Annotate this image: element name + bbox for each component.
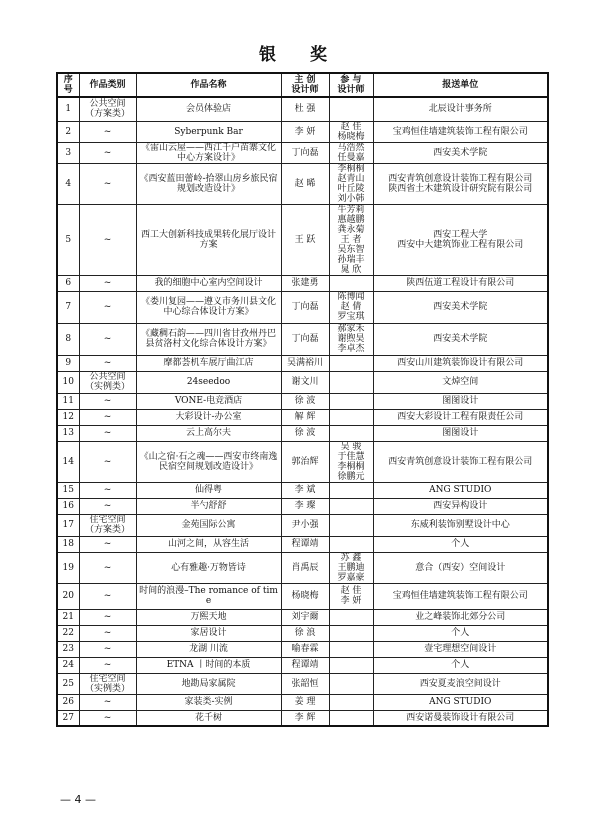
row-work: 《雷山云屋——西江千户苗寨文化中心方案设计》 (136, 142, 281, 163)
row-category: 住宅空间 （实例类） (79, 673, 136, 694)
row-participants: 郝家禾 谢煦昊 李卓杰 (329, 323, 373, 355)
table-row (57, 625, 548, 641)
row-category: ~ (79, 425, 136, 441)
row-no: 2 (57, 121, 79, 142)
page-footer: — 4 — (60, 793, 96, 806)
row-unit: 宝鸡恒佳墙建筑装饰工程有限公司 (373, 121, 548, 142)
row-unit: 西安山川建筑装饰设计有限公司 (373, 355, 548, 371)
row-lead: 王 跃 (281, 204, 329, 275)
row-work: 金苑国际公寓 (136, 514, 281, 536)
row-lead: 杨晓梅 (281, 583, 329, 609)
row-unit: 个人 (373, 657, 548, 673)
row-unit: 文焯空间 (373, 371, 548, 393)
row-category: ~ (79, 323, 136, 355)
row-unit: 西安异构设计 (373, 498, 548, 514)
row-category: ~ (79, 163, 136, 204)
table-row (57, 275, 548, 291)
row-participants (329, 409, 373, 425)
row-participants (329, 393, 373, 409)
header-participants: 参 与 设计师 (329, 73, 373, 97)
row-lead: 程谭靖 (281, 657, 329, 673)
row-lead: 丁向磊 (281, 323, 329, 355)
row-unit: ANG STUDIO (373, 482, 548, 498)
row-no: 15 (57, 482, 79, 498)
row-unit: 北辰设计事务所 (373, 97, 548, 121)
row-participants (329, 657, 373, 673)
row-participants (329, 425, 373, 441)
row-category: ~ (79, 609, 136, 625)
row-unit: 业之峰装饰北郊分公司 (373, 609, 548, 625)
row-lead: 张韶恒 (281, 673, 329, 694)
table-row (57, 425, 548, 441)
row-no: 26 (57, 694, 79, 710)
row-no: 27 (57, 710, 79, 726)
row-category: ~ (79, 498, 136, 514)
table-row (57, 673, 548, 694)
row-no: 18 (57, 536, 79, 552)
row-unit: 西安青筑创意设计装饰工程有限公司 (373, 441, 548, 482)
header-work: 作品名称 (136, 73, 281, 97)
table-row (57, 552, 548, 583)
row-category: ~ (79, 441, 136, 482)
row-category: ~ (79, 142, 136, 163)
row-lead: 喻春霖 (281, 641, 329, 657)
row-category: ~ (79, 583, 136, 609)
row-participants (329, 355, 373, 371)
row-unit: 图图设计 (373, 425, 548, 441)
row-no: 11 (57, 393, 79, 409)
row-no: 21 (57, 609, 79, 625)
row-no: 7 (57, 291, 79, 323)
row-category: ~ (79, 657, 136, 673)
row-work: 花千树 (136, 710, 281, 726)
row-participants: 牛芳莉 惠越鹏 龚永菊 王 者 吴东智 孙瑞丰 晁 欣 (329, 204, 373, 275)
row-work: 心有雅趣·万物皆诗 (136, 552, 281, 583)
row-unit: 西安美术学院 (373, 323, 548, 355)
row-participants (329, 498, 373, 514)
row-work: 摩都荟机车展厅曲江店 (136, 355, 281, 371)
row-participants: 马浩然 任曼嘉 (329, 142, 373, 163)
row-no: 24 (57, 657, 79, 673)
row-lead: 丁向磊 (281, 142, 329, 163)
row-no: 5 (57, 204, 79, 275)
row-no: 8 (57, 323, 79, 355)
row-work: 山河之间，从容生活 (136, 536, 281, 552)
row-participants (329, 710, 373, 726)
row-participants: 陈博闻 赵 倩 罗宝琪 (329, 291, 373, 323)
row-lead: 李 斌 (281, 482, 329, 498)
row-no: 12 (57, 409, 79, 425)
table-row (57, 514, 548, 536)
row-no: 17 (57, 514, 79, 536)
table-row (57, 163, 548, 204)
row-work: 家居设计 (136, 625, 281, 641)
row-category: ~ (79, 710, 136, 726)
table-row (57, 97, 548, 121)
table-row (57, 609, 548, 625)
row-work: 云上高尔夫 (136, 425, 281, 441)
row-lead: 姜 理 (281, 694, 329, 710)
row-work: 会员体验店 (136, 97, 281, 121)
row-no: 4 (57, 163, 79, 204)
row-work: 时间的浪漫–The romance of time (136, 583, 281, 609)
row-participants: 李桐桐 赵青山 叶丘陵 刘小韩 (329, 163, 373, 204)
row-lead: 谢文川 (281, 371, 329, 393)
row-work: VONE-电竞酒店 (136, 393, 281, 409)
row-unit: 西安诺曼装饰设计有限公司 (373, 710, 548, 726)
row-lead: 李 妍 (281, 121, 329, 142)
row-lead: 吴满裕川 (281, 355, 329, 371)
row-no: 3 (57, 142, 79, 163)
table-row (57, 498, 548, 514)
row-work: 24seedoo (136, 371, 281, 393)
row-no: 25 (57, 673, 79, 694)
row-no: 14 (57, 441, 79, 482)
row-work: 地勘局家属院 (136, 673, 281, 694)
row-category: ~ (79, 291, 136, 323)
row-no: 9 (57, 355, 79, 371)
row-unit: 意合（西安）空间设计 (373, 552, 548, 583)
row-no: 22 (57, 625, 79, 641)
table-row (57, 142, 548, 163)
row-work: ETNA 丨时间的本质 (136, 657, 281, 673)
table-body (57, 97, 548, 726)
row-participants (329, 97, 373, 121)
row-unit: 西安夏麦浪空间设计 (373, 673, 548, 694)
row-category: ~ (79, 275, 136, 291)
row-unit: 陕西伍道工程设计有限公司 (373, 275, 548, 291)
table-row (57, 583, 548, 609)
row-work: 仙得粤 (136, 482, 281, 498)
row-no: 13 (57, 425, 79, 441)
row-category: ~ (79, 482, 136, 498)
row-unit: 西安青筑创意设计装饰工程有限公司 陕西省土木建筑设计研究院有限公司 (373, 163, 548, 204)
row-no: 16 (57, 498, 79, 514)
row-lead: 杜 强 (281, 97, 329, 121)
row-unit: 西安美术学院 (373, 142, 548, 163)
row-no: 23 (57, 641, 79, 657)
row-lead: 张建勇 (281, 275, 329, 291)
row-lead: 李 辉 (281, 710, 329, 726)
row-participants: 赵 佳 李 妍 (329, 583, 373, 609)
row-category: ~ (79, 641, 136, 657)
row-work: 万熙天地 (136, 609, 281, 625)
row-work: 龙湖 川流 (136, 641, 281, 657)
row-lead: 赵 晞 (281, 163, 329, 204)
row-participants (329, 625, 373, 641)
table-row (57, 393, 548, 409)
row-participants (329, 641, 373, 657)
row-work: Syberpunk Bar (136, 121, 281, 142)
row-participants (329, 275, 373, 291)
row-work: 大彩设计-办公室 (136, 409, 281, 425)
row-category: 住宅空间 （方案类） (79, 514, 136, 536)
row-lead: 肖禹辰 (281, 552, 329, 583)
awards-table (56, 72, 549, 727)
table-row (57, 536, 548, 552)
row-work: 《西安蓝田蕾岭-拾翠山房乡旅民宿规划改造设计》 (136, 163, 281, 204)
row-category: ~ (79, 121, 136, 142)
row-participants: 苏 鑫 王鹏迪 罗嘉豪 (329, 552, 373, 583)
row-unit: 壹宅理想空间设计 (373, 641, 548, 657)
table-row (57, 482, 548, 498)
row-participants: 赵 佳 杨晓梅 (329, 121, 373, 142)
row-category: ~ (79, 393, 136, 409)
table-row (57, 657, 548, 673)
row-lead: 尹小强 (281, 514, 329, 536)
table-row (57, 204, 548, 275)
row-unit: 图图设计 (373, 393, 548, 409)
row-participants (329, 673, 373, 694)
row-lead: 徐 波 (281, 425, 329, 441)
row-category: ~ (79, 625, 136, 641)
row-lead: 李 璨 (281, 498, 329, 514)
row-category: ~ (79, 355, 136, 371)
row-participants (329, 514, 373, 536)
table-row (57, 371, 548, 393)
table-row (57, 409, 548, 425)
row-participants (329, 694, 373, 710)
table-row (57, 694, 548, 710)
table-row (57, 121, 548, 142)
row-category: 公共空间 （方案类） (79, 97, 136, 121)
row-no: 1 (57, 97, 79, 121)
row-unit: 西安大彩设计工程有限责任公司 (373, 409, 548, 425)
row-unit: 个人 (373, 536, 548, 552)
row-participants (329, 482, 373, 498)
row-unit: 西安工程大学 西安中大建筑饰业工程有限公司 (373, 204, 548, 275)
row-work: 家装类-实例 (136, 694, 281, 710)
row-participants (329, 536, 373, 552)
row-participants (329, 371, 373, 393)
row-category: ~ (79, 694, 136, 710)
row-category: ~ (79, 204, 136, 275)
row-unit: ANG STUDIO (373, 694, 548, 710)
row-unit: 西安美术学院 (373, 291, 548, 323)
row-no: 20 (57, 583, 79, 609)
table-row (57, 641, 548, 657)
row-work: 《娄川复园——遵义市务川县文化中心综合体设计方案》 (136, 291, 281, 323)
row-unit: 个人 (373, 625, 548, 641)
row-work: 《藏稠石韵——四川省甘孜州丹巴县贫洛村文化综合体设计方案》 (136, 323, 281, 355)
row-category: ~ (79, 552, 136, 583)
row-work: 我的细胞中心室内空间设计 (136, 275, 281, 291)
row-unit: 宝鸡恒佳墙建筑装饰工程有限公司 (373, 583, 548, 609)
header-no: 序号 (57, 73, 79, 97)
row-participants (329, 609, 373, 625)
header-unit: 报送单位 (373, 73, 548, 97)
row-lead: 刘宇爾 (281, 609, 329, 625)
table-row (57, 710, 548, 726)
row-no: 19 (57, 552, 79, 583)
table-row (57, 323, 548, 355)
row-unit: 东威利装饰别墅设计中心 (373, 514, 548, 536)
header-lead: 主 创 设计师 (281, 73, 329, 97)
row-category: ~ (79, 409, 136, 425)
row-participants: 吴 骏 于佳慧 李桐桐 徐鹏元 (329, 441, 373, 482)
row-no: 10 (57, 371, 79, 393)
table-row (57, 355, 548, 371)
row-work: 半勺舒舒 (136, 498, 281, 514)
row-lead: 解 辉 (281, 409, 329, 425)
row-category: 公共空间 （实例类） (79, 371, 136, 393)
row-lead: 丁向磊 (281, 291, 329, 323)
table-header-row (57, 73, 548, 97)
row-category: ~ (79, 536, 136, 552)
page-title: 银 奖 (259, 45, 341, 65)
row-work: 西工大创新科技成果转化展厅设计方案 (136, 204, 281, 275)
table-row (57, 291, 548, 323)
row-lead: 程谭靖 (281, 536, 329, 552)
row-lead: 徐 浪 (281, 625, 329, 641)
row-work: 《山之宿·石之魂——西安市终南逸民宿空间规划改造设计》 (136, 441, 281, 482)
row-lead: 郭治辉 (281, 441, 329, 482)
header-category: 作品类别 (79, 73, 136, 97)
table-row (57, 441, 548, 482)
row-no: 6 (57, 275, 79, 291)
row-lead: 徐 波 (281, 393, 329, 409)
